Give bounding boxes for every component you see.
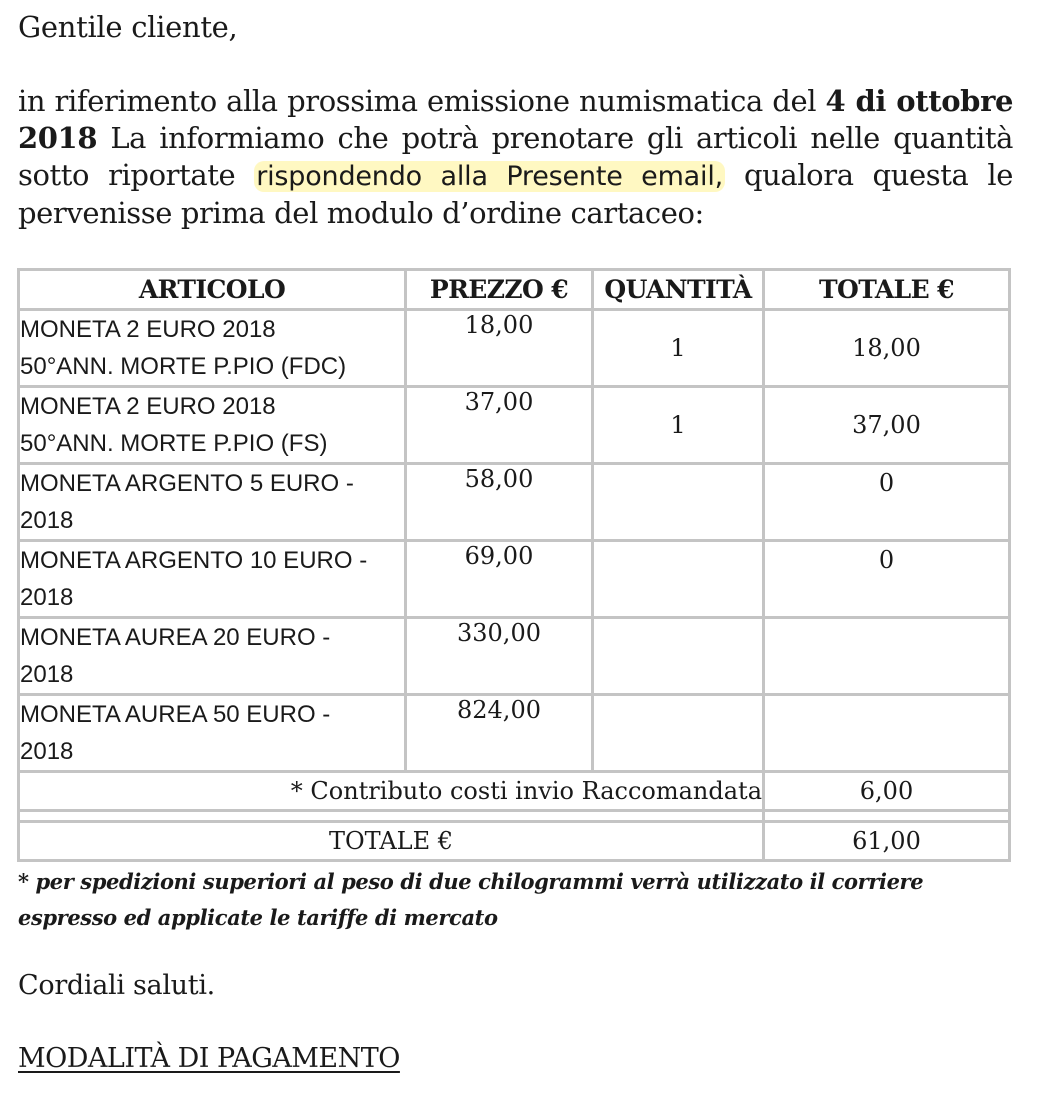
shipping-footnote: * per spedizioni superiori al peso di due chilogrammi verrà utilizzato il corriere espresso ed applicate le tariffe di mercato	[18, 869, 924, 930]
spacer-cell	[765, 812, 1008, 823]
total-cell	[765, 696, 1008, 773]
article-line1: MONETA AUREA 50 EURO -	[20, 701, 331, 728]
table-row	[20, 696, 1008, 773]
total-cell: 37,00	[765, 388, 1008, 465]
table-row	[20, 311, 1008, 388]
total-cell	[765, 619, 1008, 696]
price-cell: 58,00	[407, 465, 594, 542]
header-total: TOTALE €	[765, 271, 1008, 311]
shipping-label: * Contributo costi invio Raccomandata	[20, 773, 765, 812]
quantity-cell: 1	[594, 311, 765, 388]
grand-total-label: TOTALE €	[20, 823, 765, 859]
article-cell	[20, 465, 407, 542]
closing-greeting: Cordiali saluti.	[18, 970, 215, 1001]
table-row	[20, 542, 1008, 619]
greeting: Gentile cliente,	[18, 10, 238, 44]
intro-text-part2: La informiamo che potrà prenotare gli articoli nelle quantità sotto riportate	[18, 121, 1013, 192]
quantity-cell	[594, 542, 765, 619]
shipping-value: 6,00	[765, 773, 1008, 812]
spacer-cell	[20, 812, 765, 823]
price-cell: 37,00	[407, 388, 594, 465]
emission-date: 4 di ottobre 2018	[18, 84, 1013, 155]
intro-paragraph	[18, 83, 1013, 232]
article-line2: 50°ANN. MORTE P.PIO (FS)	[20, 430, 328, 457]
price-cell: 824,00	[407, 696, 594, 773]
article-cell	[20, 696, 407, 773]
article-cell	[20, 542, 407, 619]
intro-text-part1: in riferimento alla prossima emissione numismatica del	[18, 84, 826, 118]
quantity-cell	[594, 696, 765, 773]
total-cell: 0	[765, 465, 1008, 542]
grand-total-row	[20, 823, 1008, 859]
article-line1: MONETA ARGENTO 10 EURO -	[20, 547, 368, 574]
table-header-row	[20, 271, 1008, 311]
order-table	[17, 268, 1011, 862]
article-line1: MONETA ARGENTO 5 EURO -	[20, 470, 354, 497]
quantity-cell	[594, 465, 765, 542]
article-line2: 2018	[20, 738, 74, 765]
price-cell: 330,00	[407, 619, 594, 696]
article-line2: 2018	[20, 661, 74, 688]
article-cell	[20, 311, 407, 388]
header-article: ARTICOLO	[20, 271, 407, 311]
article-line2: 2018	[20, 507, 74, 534]
price-cell: 69,00	[407, 542, 594, 619]
table-row	[20, 388, 1008, 465]
article-line2: 50°ANN. MORTE P.PIO (FDC)	[20, 353, 347, 380]
grand-total-value: 61,00	[852, 827, 921, 855]
quantity-cell	[594, 619, 765, 696]
article-line2: 2018	[20, 584, 74, 611]
article-line1: MONETA 2 EURO 2018	[20, 393, 276, 420]
shipping-row	[20, 773, 1008, 812]
price-cell: 18,00	[407, 311, 594, 388]
spacer-row	[20, 812, 1008, 823]
total-cell: 18,00	[765, 311, 1008, 388]
intro-text-part3: qualora questa le pervenisse prima del modulo d’ordine cartaceo:	[18, 158, 1013, 230]
payment-heading: MODALITÀ DI PAGAMENTO	[18, 1043, 400, 1074]
total-cell: 0	[765, 542, 1008, 619]
quantity-cell: 1	[594, 388, 765, 465]
header-quantity: QUANTITÀ	[594, 271, 765, 311]
article-line1: MONETA 2 EURO 2018	[20, 316, 276, 343]
article-cell	[20, 619, 407, 696]
table-row	[20, 465, 1008, 542]
header-price: PREZZO €	[407, 271, 594, 311]
table-row	[20, 619, 1008, 696]
article-cell	[20, 388, 407, 465]
article-line1: MONETA AUREA 20 EURO -	[20, 624, 331, 651]
highlighted-text: rispondendo alla Presente email,	[256, 161, 724, 192]
